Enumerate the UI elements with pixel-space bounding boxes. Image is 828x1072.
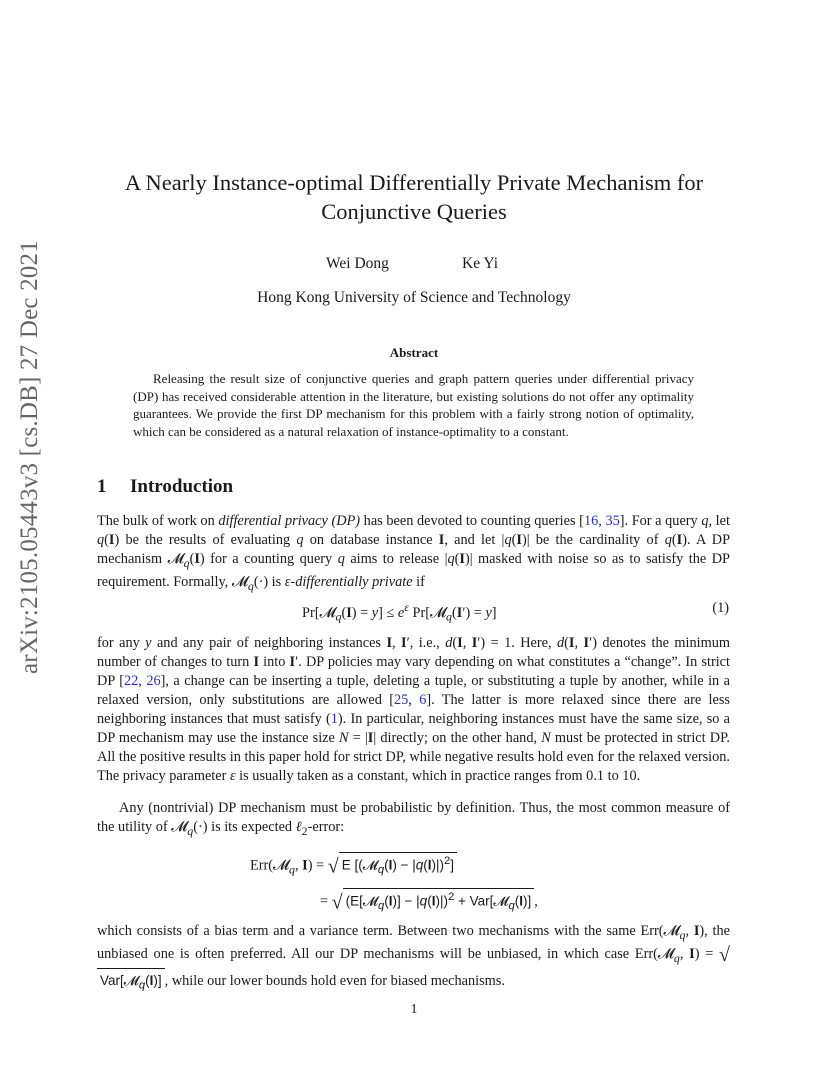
section-heading: [97, 476, 233, 498]
citation-link[interactable]: 26: [146, 673, 161, 689]
section-number: 1: [97, 476, 107, 497]
body-paragraph: Any (nontrivial) DP mechanism must be probabilistic by definition. Thus, the most common measure of the utility of 𝓜$_q$(·) is its expected ℓ$_2$-error:: [97, 800, 730, 838]
author-name: Ke Yi: [462, 255, 499, 272]
body-paragraph: The bulk of work on differential privacy (DP) has been devoted to counting queries [16, 35]. For a query q, let q(I) be the results of evaluating q on database instance I, and let |q(I)| be the cardinality of q(I). A DP mechanism 𝓜$_q$(I) for a counting query q aims to release |q(I)| masked with noise so as to satisfy the DP requirement. Formally, 𝓜$_q$(·) is ε-differentially private if: [97, 513, 731, 593]
author-name: Wei Dong: [326, 255, 389, 272]
citation-link[interactable]: 35: [605, 513, 620, 529]
author-affiliation: Hong Kong University of Science and Technology: [257, 289, 571, 306]
page-number: 1: [410, 1002, 418, 1017]
equation-expression: Pr[𝓜$_q$(I) = $y] \le e^\varepsilon$ Pr[𝓜$_q$(I′) = y]: [302, 600, 497, 624]
body-paragraph: which consists of a bias term and a variance term. Between two mechanisms with the same Err(𝓜$_q$, I), the unbiased one is often preferred. All our DP mechanisms will be unbiased, in which case Err(𝓜$_q$, I) = √Var[𝓜$_q$(I)] , while our lower bounds hold even for biased mechanisms.: [97, 922, 730, 995]
equation-line: Err(𝓜$_q$, I) = √ E [(𝓜$_q$(I) − |q(I)|)$^2$]: [250, 852, 457, 879]
equation-number: (1): [712, 600, 729, 616]
equation-line: = √ (E[𝓜$_q$(I)] − |q(I)|)$^2$ + Var[𝓜$_q$(I)] ,: [320, 888, 538, 915]
citation-link[interactable]: 25: [394, 692, 409, 708]
citation-link[interactable]: 6: [419, 692, 427, 708]
abstract-heading: Abstract: [389, 345, 439, 360]
equation-reference-link[interactable]: 1: [330, 711, 338, 727]
citation-link[interactable]: 22: [123, 673, 139, 689]
section-title: Introduction: [130, 476, 234, 497]
arxiv-identifier: arXiv:2105.05443v3 [cs.DB] 27 Dec 2021: [16, 240, 43, 674]
citation-link[interactable]: 16: [583, 513, 599, 529]
paper-title: [100, 168, 728, 226]
title-line-1: A Nearly Instance-optimal Differentially Private Mechanism for: [124, 170, 704, 195]
abstract-text: Releasing the result size of conjunctive queries and graph pattern queries under differential privacy (DP) has received considerable attention in the literature, but existing solutions do not offer any optimality guarantees. We provide the first DP mechanism for this problem with a fairly strong notion of optimality, which can be considered as a natural relaxation of instance-optimality to a constant.: [133, 371, 694, 440]
body-paragraph: for any y and any pair of neighboring instances I, I′, i.e., d(I, I′) = 1. Here, d(I, I′) denotes the minimum number of changes to turn I into I′. DP policies may vary depending on what constitutes a “change”. In strict DP [22, 26], a change can be inserting a tuple, deleting a tuple, or substituting a tuple by another, while in a relaxed version, only substitutions are allowed [25, 6]. The latter is more relaxed since there are less neighboring instances that must satisfy (1). In particular, neighboring instances must have the same size, so a DP mechanism may use the instance size N = |I| directly; on the other hand, N must be protected in strict DP. All the positive results in this paper hold for strict DP, while negative results hold even for the relaxed version. The privacy parameter ε is usually taken as a constant, which in practice ranges from 0.1 to 10.: [97, 635, 731, 784]
title-line-2: Conjunctive Queries: [321, 199, 507, 224]
